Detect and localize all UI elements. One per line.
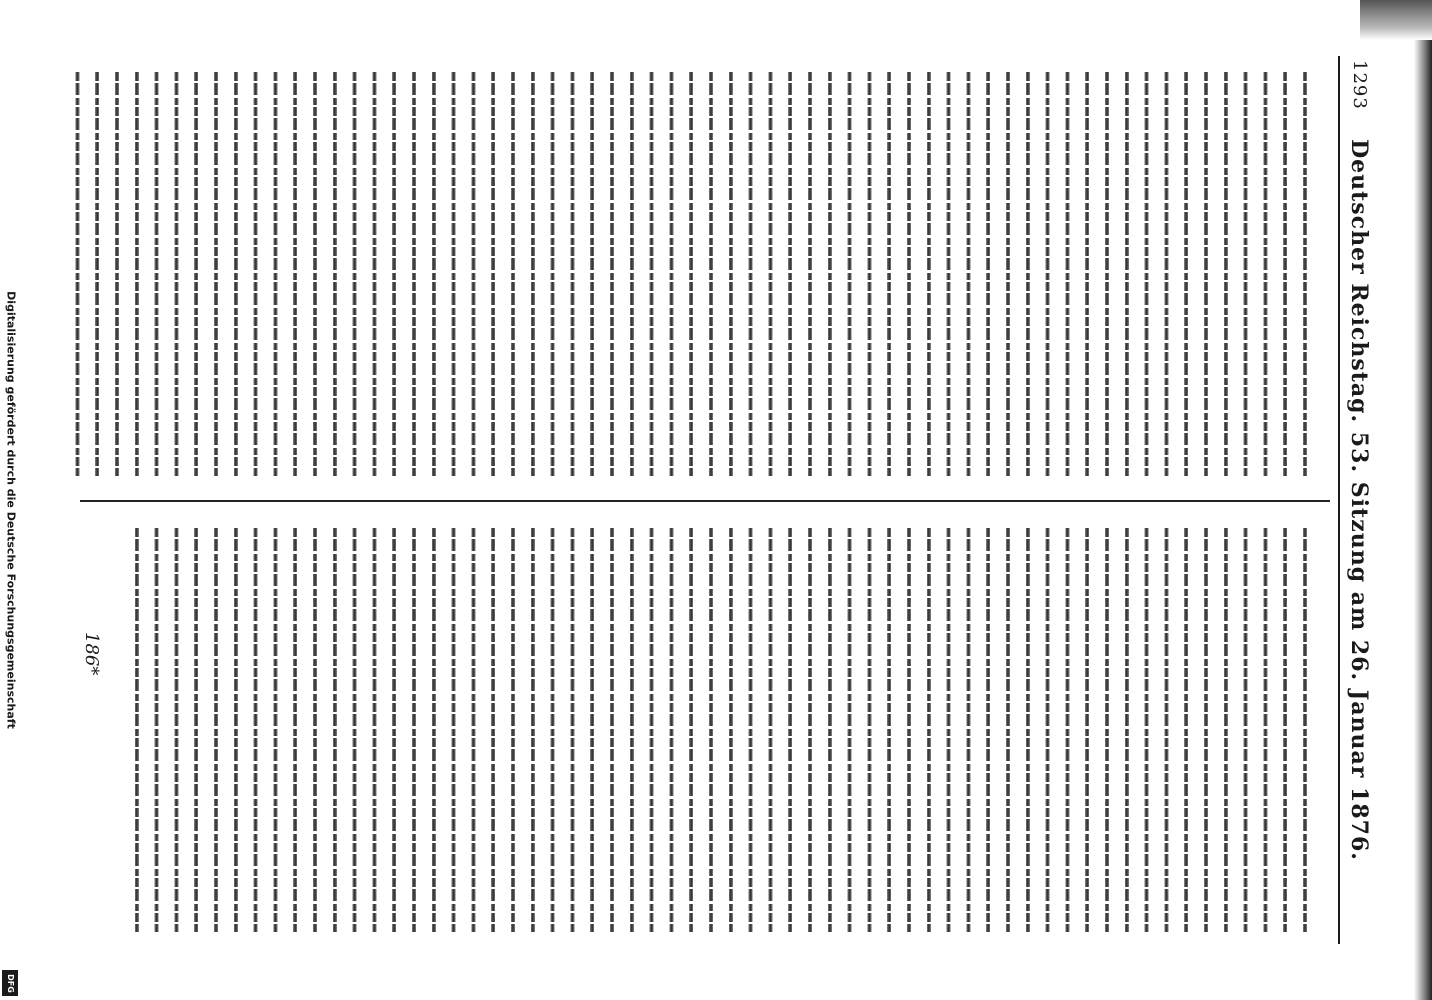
page-number: 1293 <box>1349 60 1370 110</box>
scan-corner-shadow <box>1360 0 1432 40</box>
column-divider <box>80 500 1330 502</box>
digitization-credit <box>0 0 22 1000</box>
text-column-left <box>72 72 1320 476</box>
digitization-credit-text: Digitalisierung gefördert durch die Deutsche Forschungsgemeinschaft <box>4 291 18 729</box>
sheet-signature: 186* <box>81 632 102 676</box>
text-column-right <box>130 528 1320 932</box>
running-title: Deutscher Reichstag. 53. Sitzung am 26. Januar 1876. <box>1346 139 1372 861</box>
page-header <box>1338 32 1378 968</box>
document-page <box>40 32 1392 968</box>
header-rule <box>1338 56 1340 944</box>
dfg-logo-icon <box>2 970 18 996</box>
dfg-logo-label: DFG <box>5 973 15 993</box>
scan-edge-shadow <box>1414 0 1432 1000</box>
